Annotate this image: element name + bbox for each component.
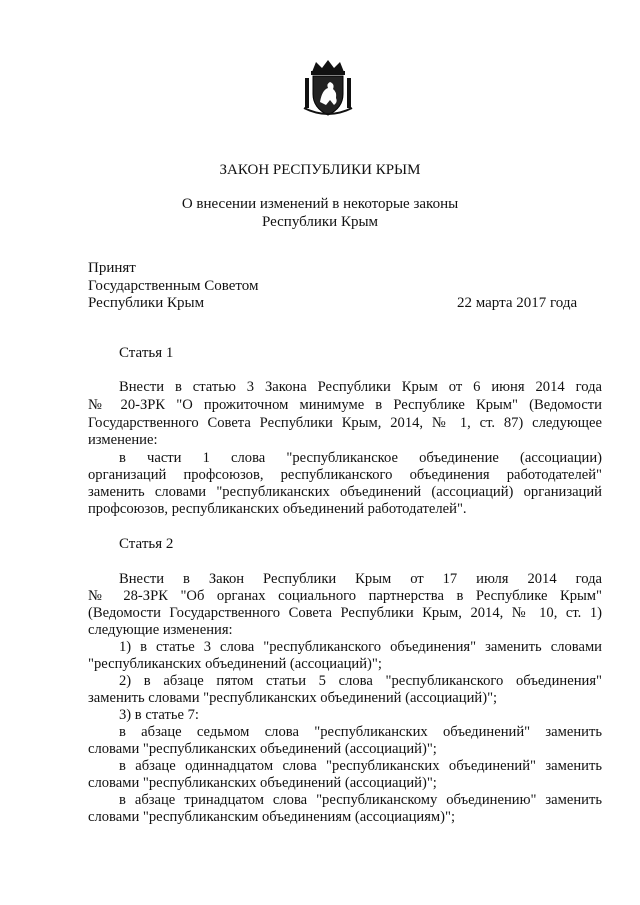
article2-line: в абзаце седьмом слова "республиканских объединений" заменить	[119, 724, 602, 740]
article1-line: заменить словами "республиканских объединений (ассоциаций) организаций	[88, 484, 602, 500]
article1-line: № 20-ЗРК "О прожиточном минимуме в Республике Крым" (Ведомости	[88, 397, 602, 413]
adoption-line1: Принят	[88, 260, 136, 276]
article1-line: Государственного Совета Республики Крым, 2014, № 1, ст. 87) следующее	[88, 415, 602, 431]
article1-line: изменение:	[88, 432, 158, 448]
law-subtitle-line2: Республики Крым	[261, 214, 379, 230]
article2-line: 3) в статье 7:	[119, 707, 199, 723]
article1-heading: Статья 1	[119, 345, 174, 361]
article2-line: (Ведомости Государственного Совета Республики Крым, 2014, № 10, ст. 1)	[88, 605, 602, 621]
coat-of-arms-emblem	[300, 58, 356, 118]
article1-line: Внести в статью 3 Закона Республики Крым от 6 июня 2014 года	[119, 379, 602, 395]
article2-line: № 28-ЗРК "Об органах социального партнерства в Республике Крым"	[88, 588, 602, 604]
law-subtitle-line1: О внесении изменений в некоторые законы	[181, 196, 459, 212]
article2-line: в абзаце одиннадцатом слова "республиканских объединений" заменить	[119, 758, 602, 774]
article2-line: следующие изменения:	[88, 622, 233, 638]
article1-line: профсоюзов, республиканских объединений работодателей".	[88, 501, 467, 517]
article2-heading: Статья 2	[119, 536, 174, 552]
article2-line: словами "республиканским объединениям (ассоциациям)";	[88, 809, 456, 825]
article2-line: словами "республиканских объединений (ассоциаций)";	[88, 741, 437, 757]
article2-line: Внести в Закон Республики Крым от 17 июля 2014 года	[119, 571, 602, 587]
article2-line: 1) в статье 3 слова "республиканского объединения" заменить словами	[119, 639, 602, 655]
article1-line: в части 1 слова "республиканское объединение (ассоциации)	[119, 450, 602, 466]
article2-line: в абзаце тринадцатом слова "республиканскому объединению" заменить	[119, 792, 602, 808]
article2-line: словами "республиканских объединений (ассоциаций)";	[88, 775, 437, 791]
adoption-date: 22 марта 2017 года	[457, 295, 578, 311]
article2-line: 2) в абзаце пятом статьи 5 слова "республиканского объединения"	[119, 673, 602, 689]
adoption-line3: Республики Крым	[88, 295, 205, 311]
article1-line: организаций профсоюзов, республиканского объединения работодателей"	[88, 467, 602, 483]
article2-line: "республиканских объединений (ассоциаций)";	[88, 656, 382, 672]
adoption-line2: Государственным Советом	[88, 278, 259, 294]
law-title: ЗАКОН РЕСПУБЛИКИ КРЫМ	[219, 162, 421, 178]
article2-line: заменить словами "республиканских объединений (ассоциаций)";	[88, 690, 498, 706]
